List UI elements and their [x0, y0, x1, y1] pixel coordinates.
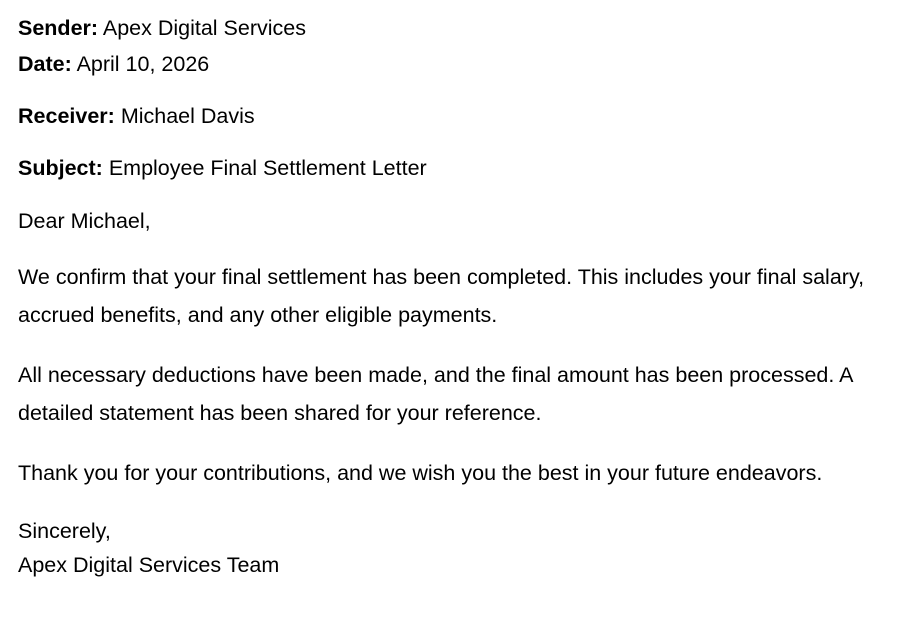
body-paragraph-3: Thank you for your contributions, and we wish you the best in your future endeavors. [18, 461, 823, 485]
body-paragraph-2: All necessary deductions have been made, and the final amount has been processed. A detailed statement has been shared for your reference. [18, 363, 853, 425]
subject-line [18, 150, 882, 186]
date-label: Date: [18, 52, 72, 76]
subject-label: Subject: [18, 156, 103, 180]
body-paragraph-1: We confirm that your final settlement has been completed. This includes your final salary, accrued benefits, and any other eligible payments. [18, 265, 865, 327]
receiver-value: Michael Davis [120, 104, 255, 128]
sender-line [18, 10, 882, 46]
closing-line: Sincerely, [18, 519, 111, 543]
date-line [18, 46, 882, 82]
sender-label: Sender: [18, 16, 99, 40]
receiver-label: Receiver: [18, 104, 115, 128]
date-value: April 10, 2026 [76, 52, 210, 76]
receiver-line [18, 98, 882, 134]
signature-line: Apex Digital Services Team [18, 553, 280, 577]
subject-value: Employee Final Settlement Letter [108, 156, 427, 180]
sender-value: Apex Digital Services [102, 16, 306, 40]
salutation: Dear Michael, [18, 209, 151, 233]
